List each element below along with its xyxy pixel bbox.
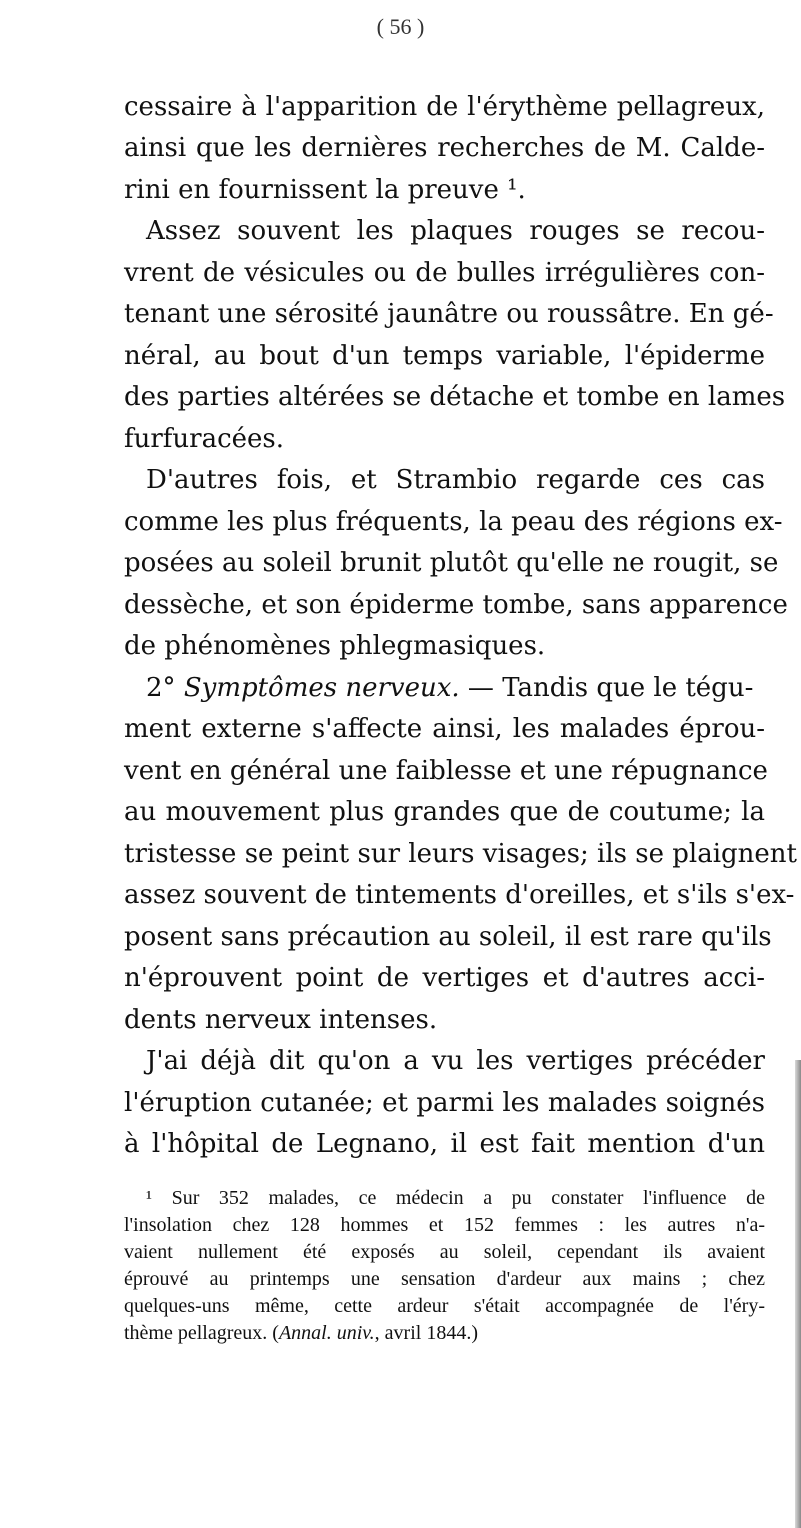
text-line: ment externe s'affecte ainsi, les malades éprou- (124, 714, 765, 744)
footnote-line: ¹ Sur 352 malades, ce médecin a pu constater l'influence de (146, 1187, 765, 1209)
text-line: des parties altérées se détache et tombe en lames (124, 382, 786, 412)
footnote-line: éprouvé au printemps une sensation d'ardeur aux mains ; chez (124, 1268, 765, 1290)
text-line: au mouvement plus grandes que de coutume; la (124, 797, 765, 827)
text-line: rini en fournissent la preuve ¹. (124, 175, 526, 205)
text-line: D'autres fois, et Strambio regarde ces cas (146, 465, 765, 495)
text-line: de phénomènes phlegmasiques. (124, 631, 546, 661)
section-title: Symptômes nerveux. (183, 673, 460, 703)
text-line: posées au soleil brunit plutôt qu'elle ne rougit, se (124, 548, 779, 578)
text-line: vent en général une faiblesse et une répugnance (124, 756, 768, 786)
text-line: posent sans précaution au soleil, il est rare qu'ils (124, 922, 772, 952)
text-line: néral, au bout d'un temps variable, l'épiderme (124, 341, 765, 371)
page-edge-shadow (795, 1060, 801, 1528)
citation-journal: Annal. univ. (278, 1322, 375, 1344)
page-number: ( 56 ) (376, 14, 425, 39)
text-line: assez souvent de tintements d'oreilles, et s'ils s'ex- (124, 880, 795, 910)
text-line: l'éruption cutanée; et parmi les malades soignés (124, 1088, 765, 1118)
text-line: tristesse se peint sur leurs visages; ils se plaignent (124, 839, 797, 869)
footnote-line: vaient nullement été exposés au soleil, cependant ils avaient (124, 1241, 765, 1263)
footnote-line: l'insolation chez 128 hommes et 152 femmes : les autres n'a- (124, 1214, 765, 1236)
text-line: Assez souvent les plaques rouges se recou- (146, 216, 765, 246)
text-line: dents nerveux intenses. (124, 1005, 438, 1035)
section-lead-text: — Tandis que le tégu- (459, 673, 754, 703)
text-line-section-heading (146, 675, 765, 701)
text-line: vrent de vésicules ou de bulles irrégulières con- (124, 258, 765, 288)
citation-lead: thème pellagreux. ( (124, 1322, 279, 1344)
text-line: dessèche, et son épiderme tombe, sans apparence (124, 590, 788, 620)
text-line: furfuracées. (124, 424, 285, 454)
footnote-line-citation (124, 1323, 765, 1343)
citation-date: , avril 1844.) (374, 1322, 478, 1344)
text-line: à l'hôpital de Legnano, il est fait mention d'un (124, 1129, 765, 1159)
text-line: tenant une sérosité jaunâtre ou roussâtre. En gé- (124, 299, 774, 329)
footnote-line: quelques-uns même, cette ardeur s'était accompagnée de l'éry- (124, 1295, 765, 1317)
text-line: ainsi que les dernières recherches de M. Calde- (124, 133, 765, 163)
text-line: cessaire à l'apparition de l'érythème pellagreux, (124, 92, 765, 122)
text-line: n'éprouvent point de vertiges et d'autres acci- (124, 963, 765, 993)
section-number: 2° (146, 673, 184, 703)
text-line: comme les plus fréquents, la peau des régions ex- (124, 507, 783, 537)
text-line: J'ai déjà dit qu'on a vu les vertiges précéder (146, 1046, 765, 1076)
